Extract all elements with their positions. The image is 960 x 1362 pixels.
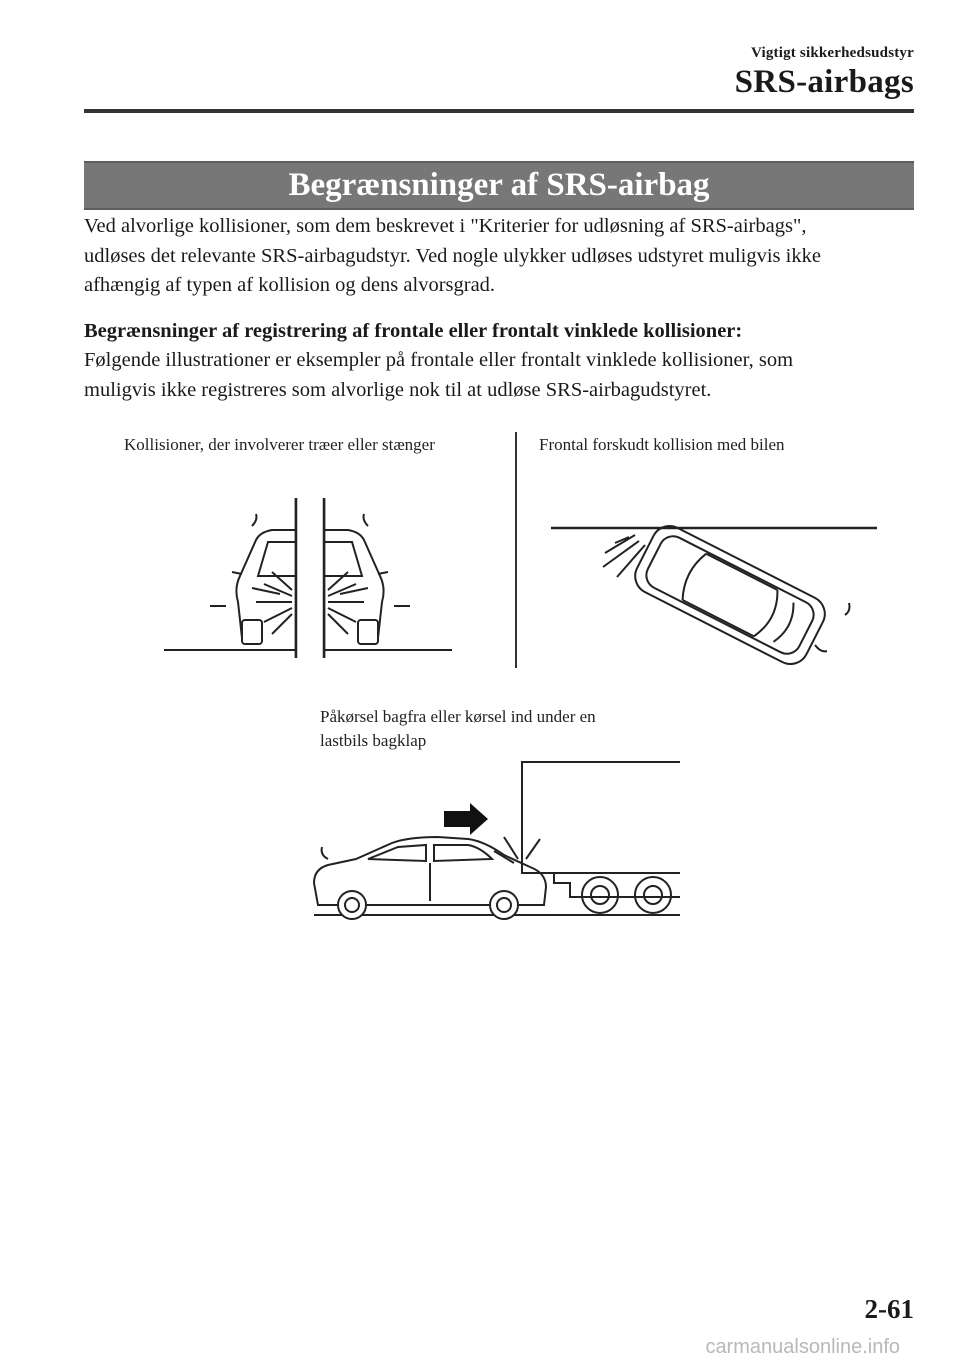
illustration-divider — [515, 432, 517, 668]
page-number: 2-61 — [864, 1294, 914, 1324]
body-line: muligvis ikke registreres som alvorlige nok til at udløse SRS-airbagudstyret. — [84, 378, 712, 401]
offset-caption: Frontal forskudt kollision med bilen — [539, 435, 785, 454]
watermark: carmanualsonline.info — [705, 1336, 900, 1358]
underride-caption-line: lastbils bagklap — [320, 731, 427, 750]
intro-line: afhængig af typen af kollision og dens alvorsgrad. — [84, 274, 496, 296]
section-banner: Begrænsninger af SRS-airbag — [84, 161, 914, 210]
page-title: SRS-airbags — [734, 64, 914, 100]
intro-paragraph — [84, 212, 924, 301]
car-hitting-pole-illustration — [160, 490, 460, 660]
underride-caption-line: Påkørsel bagfra eller kørsel ind under en — [320, 707, 596, 726]
car-offset-collision-illustration — [545, 515, 885, 665]
car-under-truck-illustration — [308, 755, 688, 925]
intro-line: Ved alvorlige kollisioner, som dem beskrevet i "Kriterier for udløsning af SRS-airbags", — [84, 215, 807, 237]
header-rule — [84, 109, 914, 113]
section-label: Vigtigt sikkerhedsudstyr — [750, 45, 914, 61]
subheading: Begrænsninger af registrering af frontale eller frontalt vinklede kollisioner: — [84, 320, 743, 342]
arrow-icon — [444, 803, 488, 835]
body-paragraph — [84, 346, 924, 405]
underride-caption — [320, 705, 660, 753]
body-line: Følgende illustrationer er eksempler på frontale eller frontalt vinklede kollisioner, som — [84, 349, 794, 371]
pole-caption: Kollisioner, der involverer træer eller stænger — [124, 435, 435, 454]
intro-line: udløses det relevante SRS-airbagudstyr. Ved nogle ulykker udløses udstyret muligvis ikke — [84, 244, 821, 267]
